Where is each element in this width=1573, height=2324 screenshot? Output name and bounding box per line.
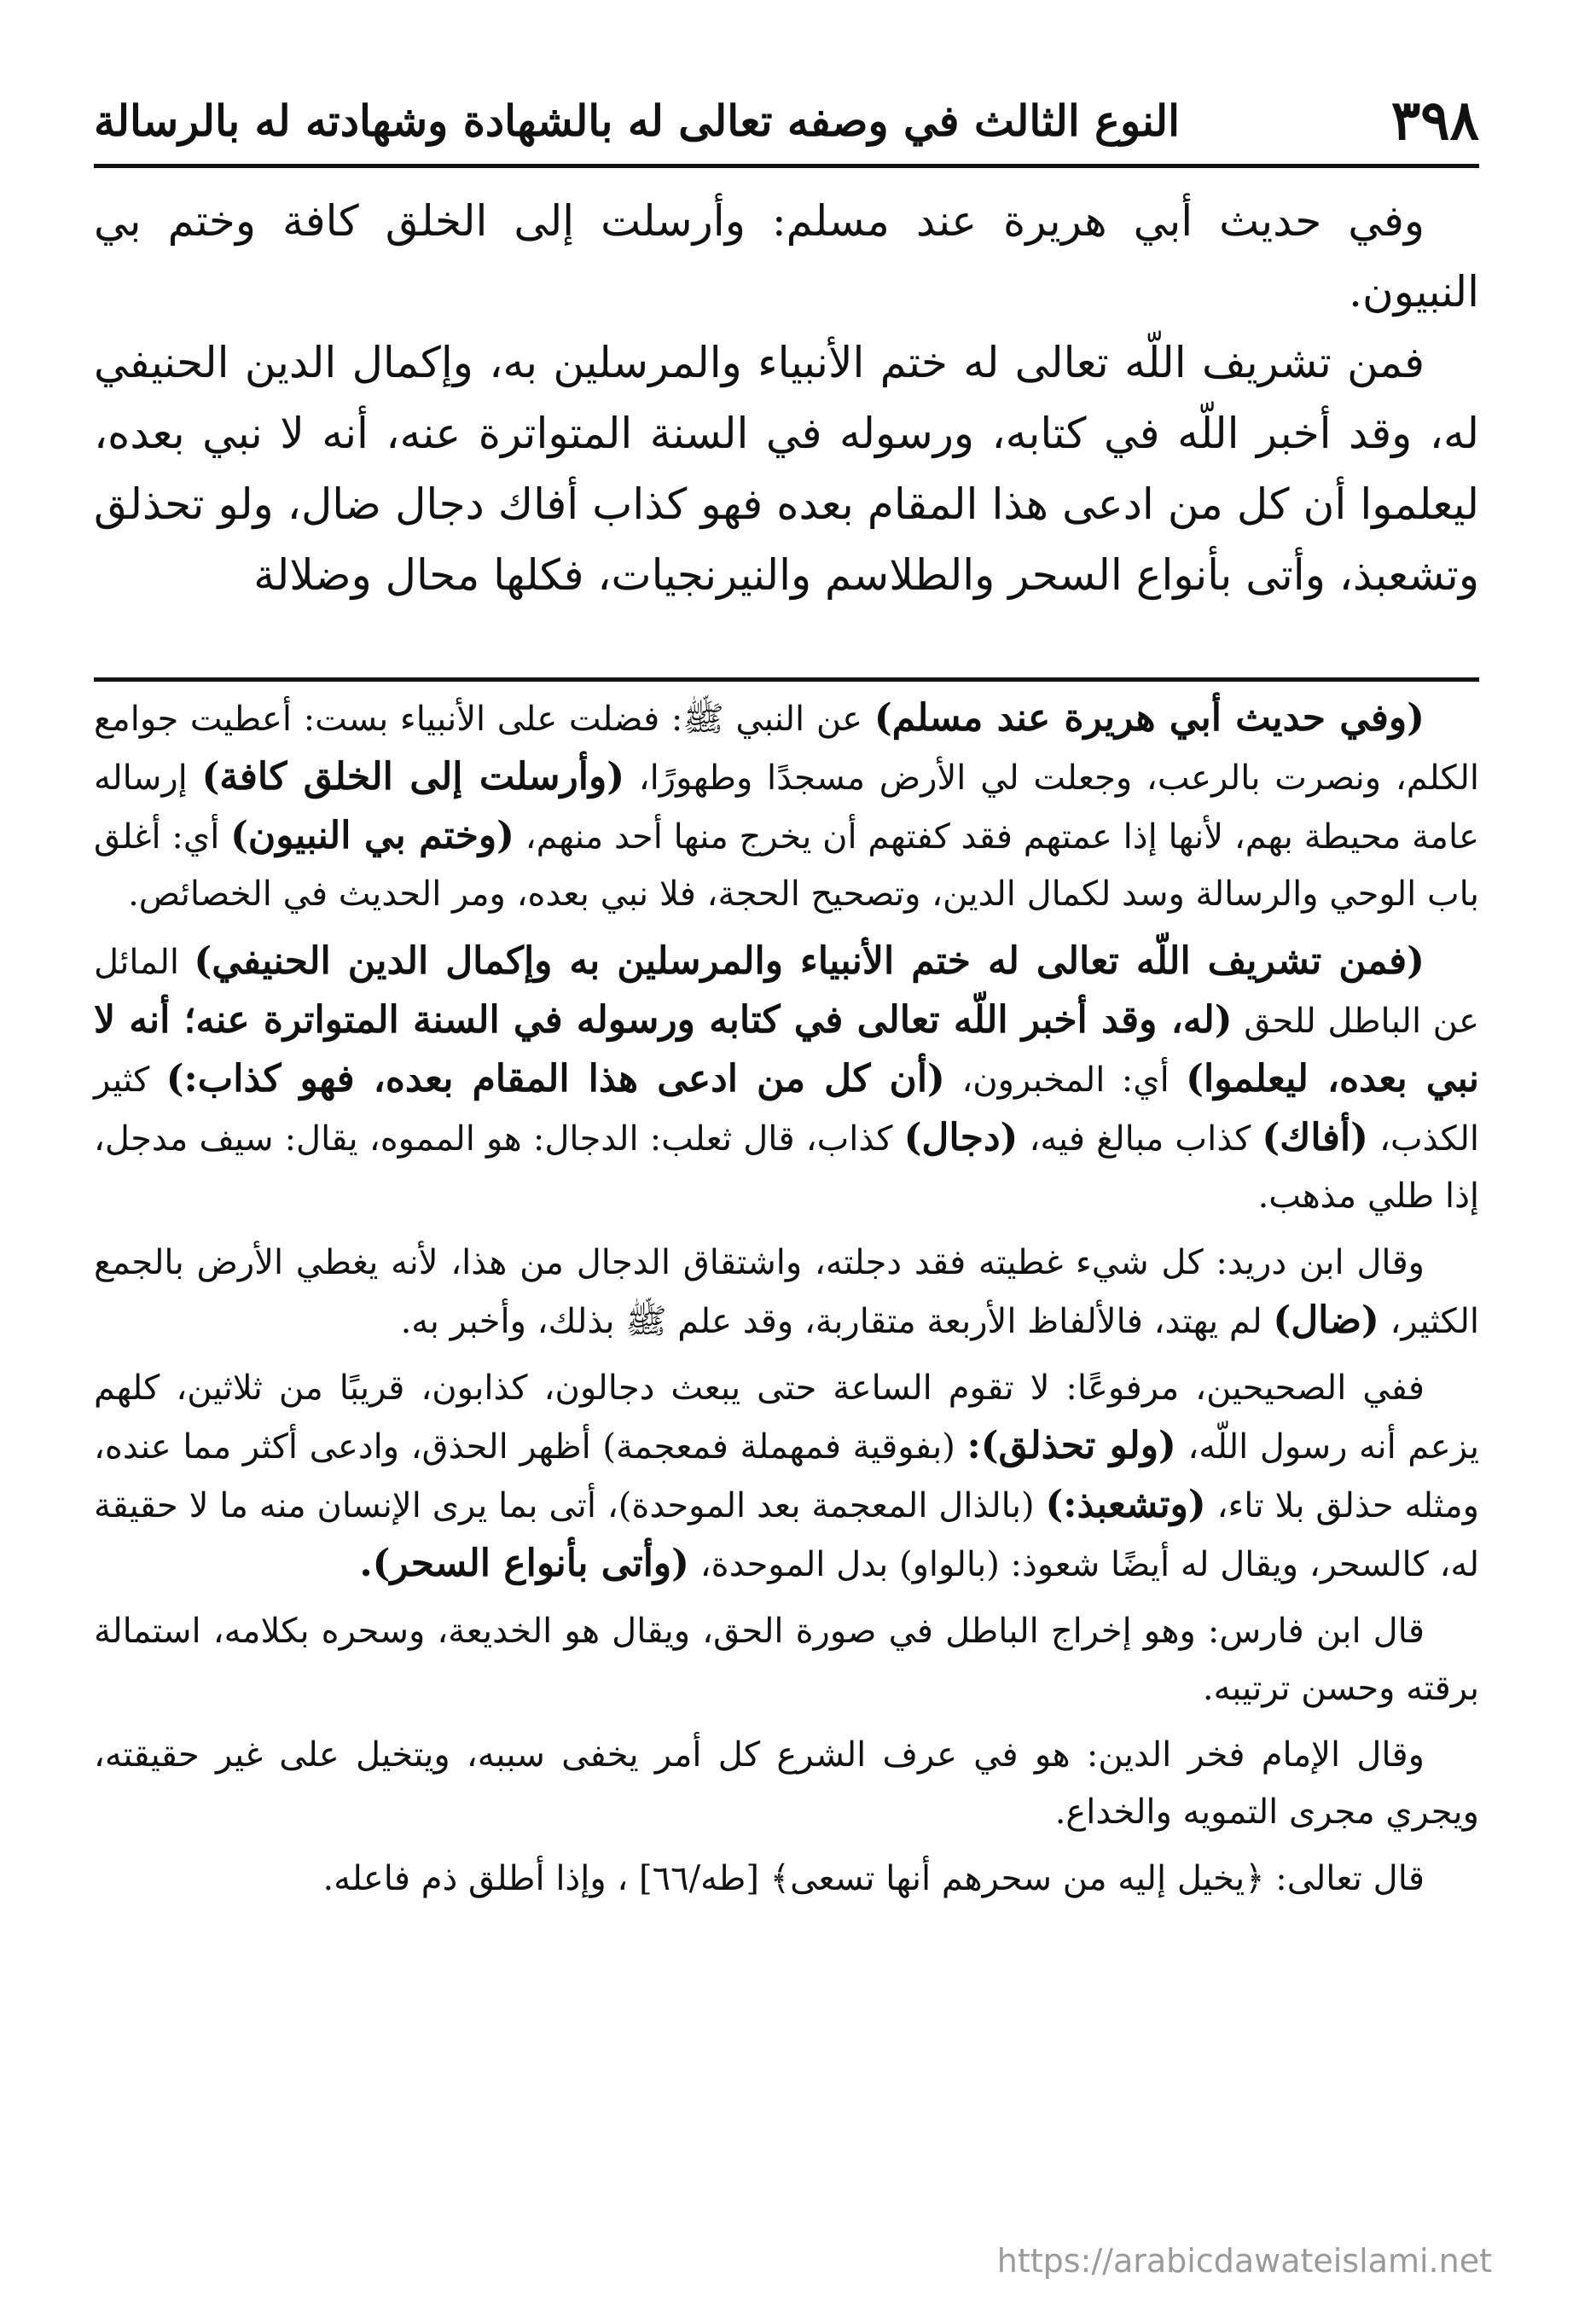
lemma: (وختم بي النبيون) (230, 814, 514, 857)
commentary-paragraph (94, 1235, 1479, 1351)
commentary-text: أي: أغلق باب الوحي والرسالة وسد لكمال الدين، وتصحيح الحجة، فلا نبي بعده، ومر الحديث في الخصائص. (94, 817, 1479, 914)
commentary-paragraph: قال تعالى: ﴿يخيل إليه من سحرهم أنها تسعى﴾ [طه/٦٦] ، وإذا أطلق ذم فاعله. (322, 1859, 1425, 1898)
page-number: ٣٩٨ (1390, 88, 1479, 153)
watermark-url: https://arabicdawateislami.net (996, 2242, 1492, 2280)
lemma: (أفاك) (1262, 1116, 1368, 1159)
commentary-text: عن النبي ﷺ: فضلت على الأنبياء بست: أعطيت جوامع الكلم، ونصرت بالرعب، وجعلت لي الأرض مسجدًا وطهورًا، (94, 700, 1480, 798)
lemma: (وتشعبذ:) (1045, 1483, 1206, 1526)
header-rule (94, 164, 1479, 168)
running-title: النوع الثالث في وصفه تعالى له بالشهادة وشهادته له بالرسالة (94, 95, 1181, 146)
lemma: (وفي حديث أبي هريرة عند مسلم) (874, 696, 1425, 740)
commentary-paragraph (94, 1360, 1479, 1594)
commentary-text: المائل عن الباطل للحق (94, 943, 1479, 1041)
text-commentary-divider (94, 677, 1479, 682)
commentary-text: (بفوقية فمهملة فمعجمة) أظهر الحذق، وادعى أكثر مما عنده، ومثله حذلق بلا تاء، (94, 1427, 1479, 1525)
commentary-text: إرساله عامة محيطة بهم، لأنها إذا عمتهم فقد كفتهم أن يخرج منها أحد منهم، (94, 758, 1480, 857)
main-paragraph: فمن تشريف اللّه تعالى له ختم الأنبياء والمرسلين به، وإكمال الدين الحنيفي له، وقد أخبر اللّه في كتابه، ورسوله في السنة المتواترة عنه، أنه لا نبي بعده، ليعلموا أن كل من ادعى هذا المقام بعده فهو كذاب أفاك دجال ضال، ولو تحذلق وتشعبذ، وأتى بأنواع السحر والطلاسم والنيرنجيات، فكلها محال وضلالة (94, 338, 1479, 600)
lemma: (دجال) (903, 1116, 1019, 1159)
commentary-text: كذاب، قال ثعلب: الدجال: هو المموه، يقال: سيف مدجل، إذا طلي مذهب. (94, 1119, 1479, 1216)
lemma: (ضال) (1273, 1299, 1379, 1342)
commentary-text: كذاب مبالغ فيه، (1018, 1119, 1262, 1159)
commentary (94, 689, 1479, 1908)
main-paragraph: وفي حديث أبي هريرة عند مسلم: وأرسلت إلى الخلق كافة وختم بي النبيون. (94, 196, 1479, 317)
page-header (94, 82, 1479, 159)
commentary-text: وقال ابن دريد: كل شيء غطيته فقد دجلته، واشتقاق الدجال من هذا، لأنه يغطي الأرض بالجمع الكثير، (94, 1243, 1479, 1341)
commentary-paragraph: قال ابن فارس: وهو إخراج الباطل في صورة الحق، ويقال هو الخديعة، وسحره بكلامه، استمالة برقته وحسن ترتيبه. (94, 1612, 1479, 1708)
lemma: (فمن تشريف اللّه تعالى له ختم الأنبياء والمرسلين به وإكمال الدين الحنيفي) (194, 939, 1425, 983)
lemma: (ولو تحذلق): (966, 1424, 1176, 1467)
lemma: (أن كل من ادعى هذا المقام بعده، فهو كذاب:) (165, 1057, 945, 1101)
commentary-text: لم يهتد، فالألفاظ الأربعة متقاربة، وقد علم ﷺ بذلك، وأخبر به. (400, 1302, 1274, 1341)
main-text (94, 186, 1479, 611)
commentary-paragraph: وقال الإمام فخر الدين: هو في عرف الشرع كل أمر يخفى سببه، ويتخيل على غير حقيقته، ويجري مجرى التمويه والخداع. (94, 1735, 1479, 1832)
lemma: (وأتى بأنواع السحر). (359, 1542, 689, 1585)
commentary-paragraph (94, 689, 1479, 923)
lemma: (له، وقد أخبر اللّه تعالى في كتابه ورسوله في السنة المتواترة عنه؛ أنه لا نبي بعده، ليعلموا) (94, 998, 1480, 1101)
commentary-text: (بالذال المعجمة بعد الموحدة)، أتى بما يرى الإنسان منه ما لا حقيقة له، كالسحر، ويقال له أيضًا شعوذ: (بالواو) بدل الموحدة، (94, 1486, 1479, 1584)
commentary-text: ففي الصحيحين، مرفوعًا: لا تقوم الساعة حتى يبعث دجالون، كذابون، قريبًا من ثلاثين، كلهم يزعم أنه رسول اللّه، (94, 1368, 1479, 1467)
commentary-text: كثير الكذب، (94, 1060, 1479, 1159)
commentary-paragraph (94, 933, 1479, 1225)
lemma: (وأرسلت إلى الخلق كافة) (201, 755, 625, 799)
commentary-text: أي: المخبرون، (944, 1060, 1187, 1100)
